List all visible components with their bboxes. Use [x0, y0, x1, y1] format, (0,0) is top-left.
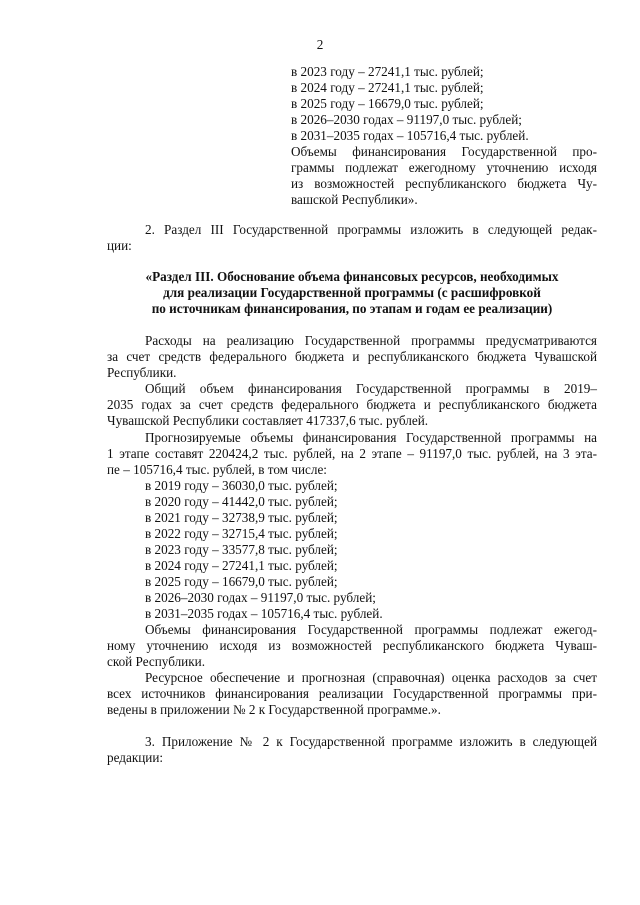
- paragraph-line: Ресурсное обеспечение и прогнозная (справочная) оценка расходов за счет: [145, 670, 597, 685]
- paragraph-line: Чувашской Республики составляет 417337,6 тыс. рублей.: [107, 413, 429, 428]
- paragraph-line: за счет средств федерального бюджета и республиканского бюджета Чувашской: [107, 349, 597, 364]
- top-year-line: в 2024 году – 27241,1 тыс. рублей;: [291, 80, 484, 95]
- item2-line: 2. Раздел III Государственной программы изложить в следующей редак-: [145, 222, 597, 237]
- paragraph-line: Общий объем финансирования Государственной программы в 2019–: [145, 381, 597, 396]
- paragraph-line: ному уточнению исходя из возможностей республиканского бюджета Чуваш-: [107, 638, 597, 653]
- paragraph-line: 2035 годах за счет средств федерального бюджета и республиканского бюджета: [107, 397, 597, 412]
- paragraph-line: пе – 105716,4 тыс. рублей, в том числе:: [107, 462, 327, 477]
- paragraph-line: Расходы на реализацию Государственной программы предусматриваются: [145, 333, 597, 348]
- section-title-line: «Раздел III. Обоснование объема финансовых ресурсов, необходимых: [145, 269, 559, 284]
- top-year-line: в 2031–2035 годах – 105716,4 тыс. рублей.: [291, 128, 529, 143]
- year-line: в 2023 году – 33577,8 тыс. рублей;: [145, 542, 338, 557]
- paragraph-line: Республики.: [107, 365, 177, 380]
- top-note-line: из возможностей республиканского бюджета Чу-: [291, 176, 597, 191]
- section-title-line: по источникам финансирования, по этапам и годам ее реализации): [151, 301, 553, 316]
- item3-line: 3. Приложение № 2 к Государственной программе изложить в следующей: [145, 734, 597, 749]
- section-title-line: для реализации Государственной программы (с расшифровкой: [163, 285, 541, 300]
- year-line: в 2026–2030 годах – 91197,0 тыс. рублей;: [145, 590, 376, 605]
- year-line: в 2022 году – 32715,4 тыс. рублей;: [145, 526, 338, 541]
- paragraph-line: Прогнозируемые объемы финансирования Государственной программы на: [145, 430, 597, 445]
- top-year-line: в 2023 году – 27241,1 тыс. рублей;: [291, 64, 484, 79]
- item2-line: ции:: [107, 238, 132, 253]
- year-line: в 2031–2035 годах – 105716,4 тыс. рублей.: [145, 606, 383, 621]
- year-line: в 2019 году – 36030,0 тыс. рублей;: [145, 478, 338, 493]
- year-line: в 2020 году – 41442,0 тыс. рублей;: [145, 494, 338, 509]
- top-year-line: в 2025 году – 16679,0 тыс. рублей;: [291, 96, 484, 111]
- paragraph-line: 1 этапе составят 220424,2 тыс. рублей, на 2 этапе – 91197,0 тыс. рублей, на 3 эта-: [107, 446, 597, 461]
- top-note-line: граммы подлежат ежегодному уточнению исходя: [291, 160, 597, 175]
- item3-line: редакции:: [107, 750, 164, 765]
- paragraph-line: Объемы финансирования Государственной программы подлежат ежегод-: [145, 622, 597, 637]
- paragraph-line: всех источников финансирования реализации Государственной программы при-: [107, 686, 597, 701]
- paragraph-line: ведены в приложении № 2 к Государственной программе.».: [107, 702, 441, 717]
- paragraph-line: ской Республики.: [107, 654, 205, 669]
- year-line: в 2025 году – 16679,0 тыс. рублей;: [145, 574, 338, 589]
- top-note-line: Объемы финансирования Государственной про-: [291, 144, 597, 159]
- year-line: в 2021 году – 32738,9 тыс. рублей;: [145, 510, 338, 525]
- year-line: в 2024 году – 27241,1 тыс. рублей;: [145, 558, 338, 573]
- top-year-line: в 2026–2030 годах – 91197,0 тыс. рублей;: [291, 112, 522, 127]
- top-note-line: вашской Республики».: [291, 192, 418, 207]
- page-number: 2: [316, 37, 324, 52]
